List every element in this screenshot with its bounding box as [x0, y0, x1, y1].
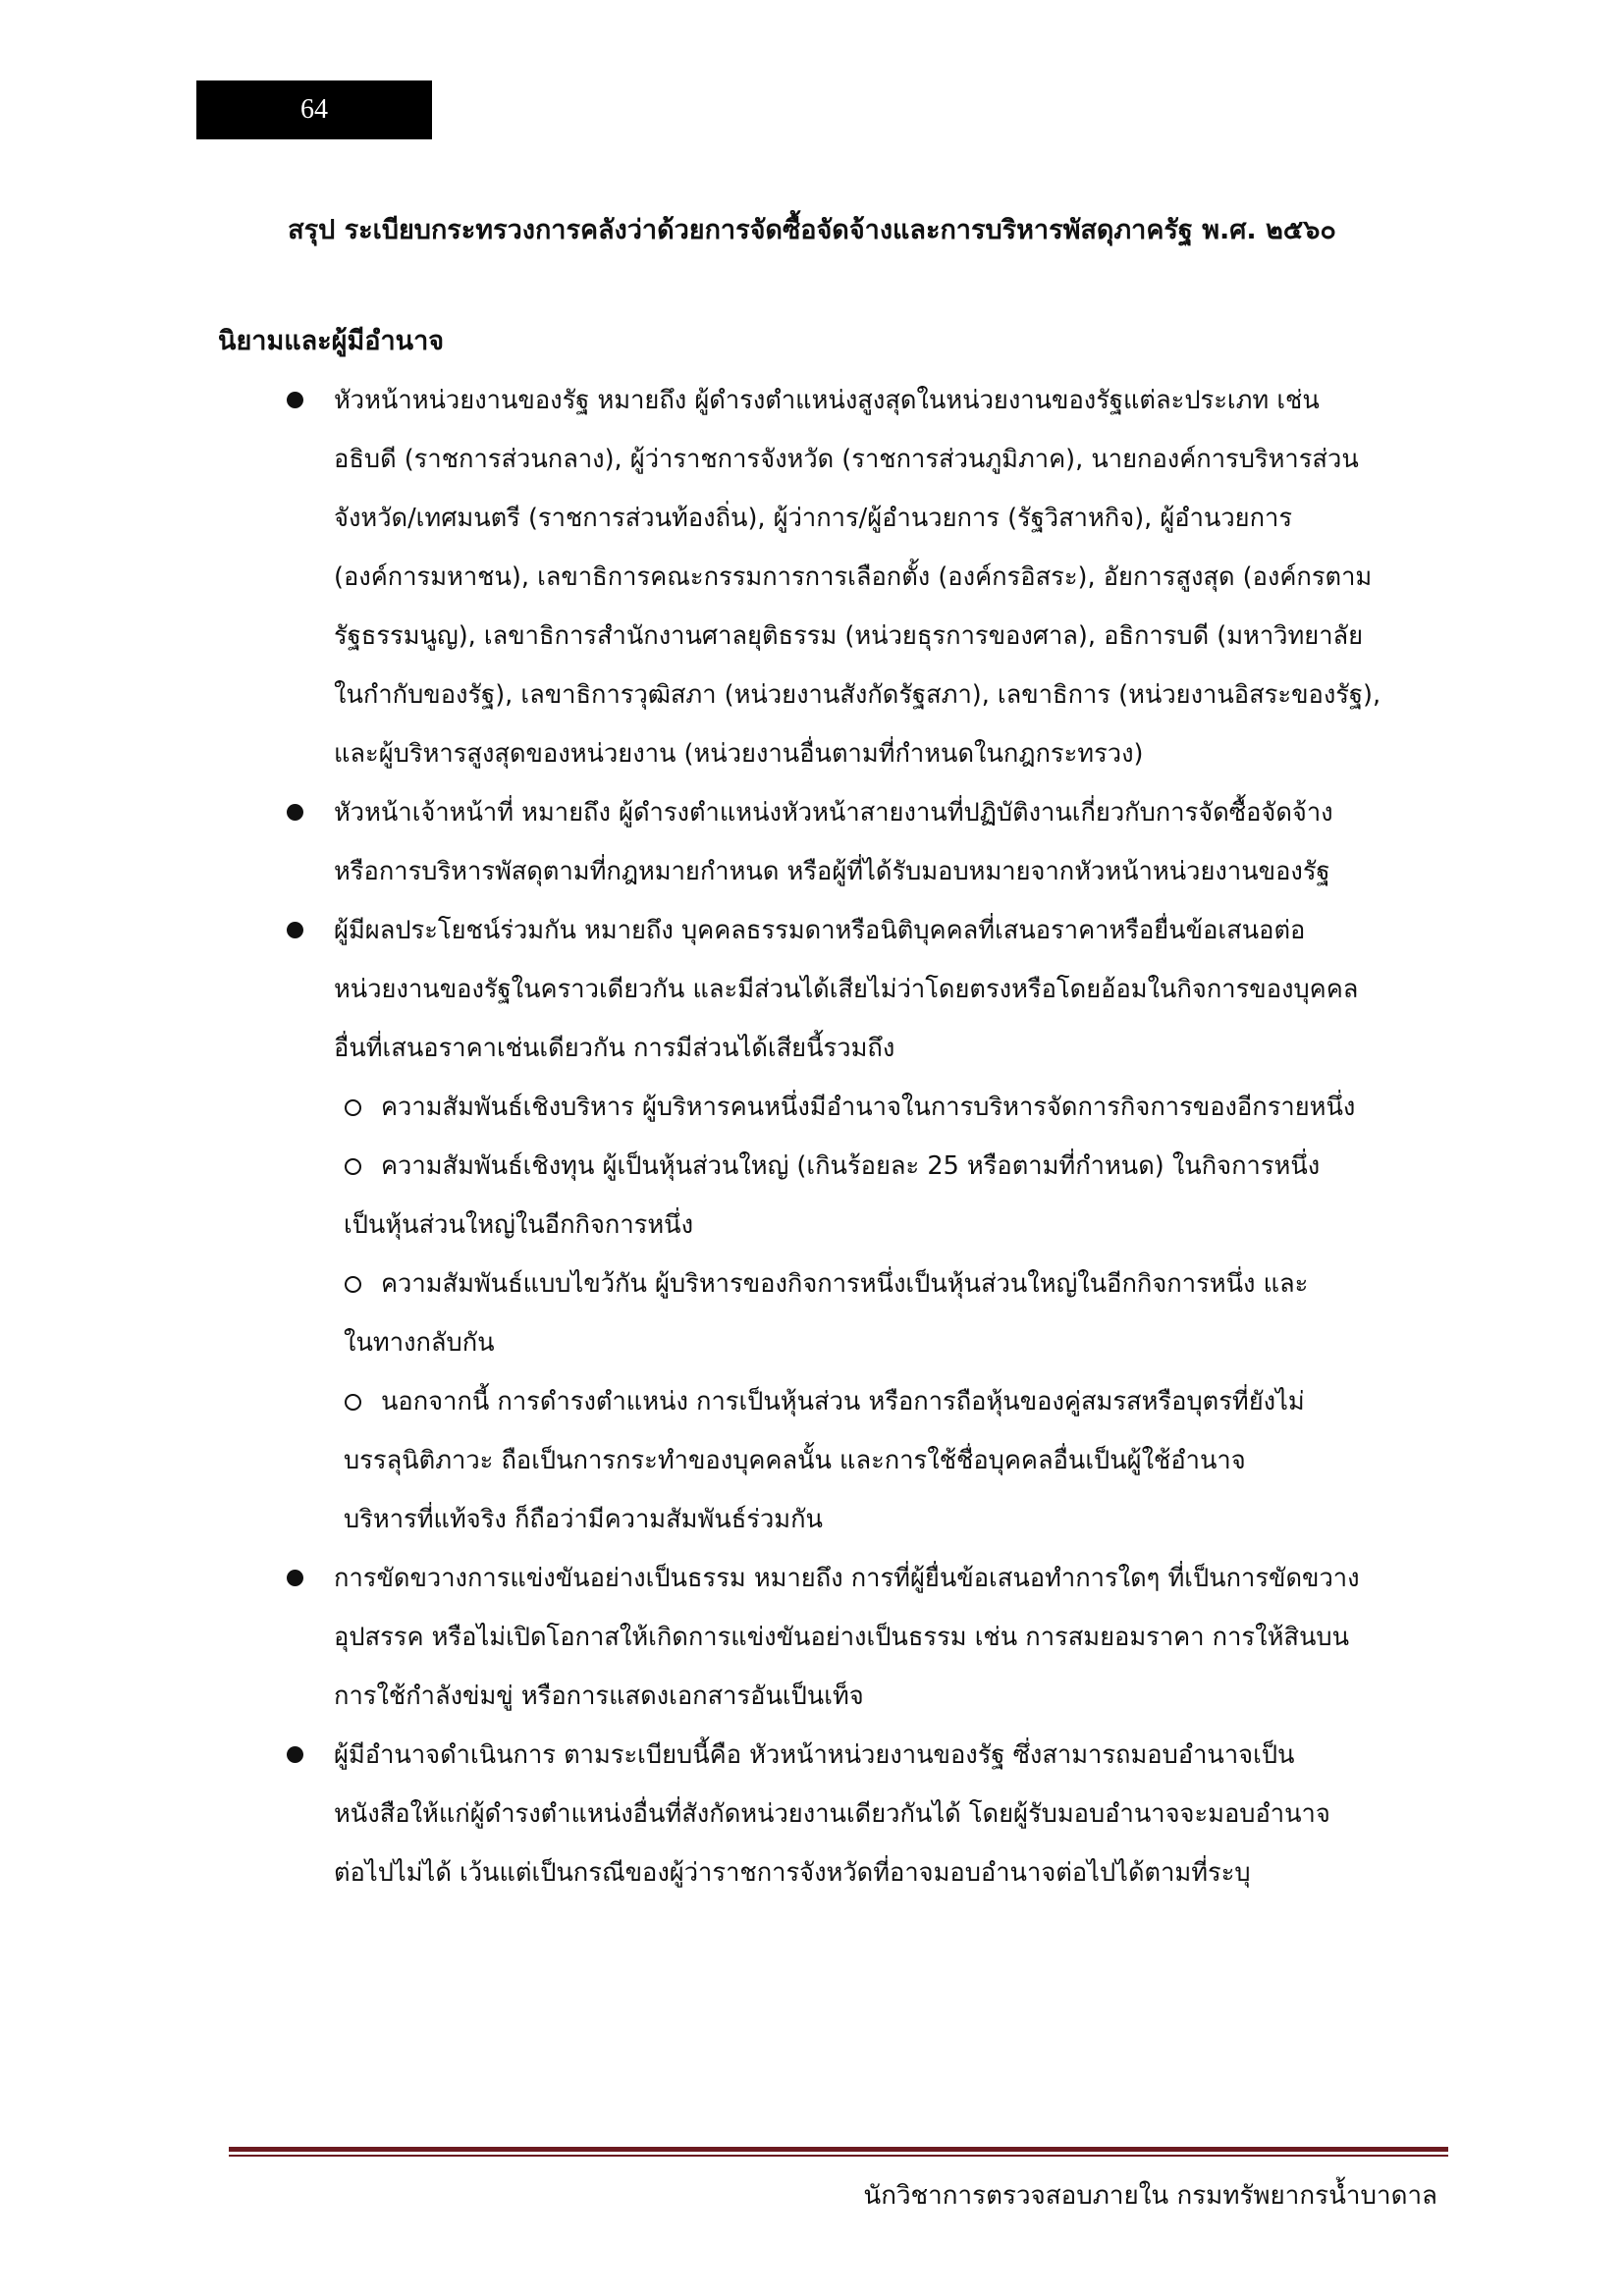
bullet-line: การใช้กำลังข่มขู่ หรือการแสดงเอกสารอันเป็นเท็จ: [334, 1682, 864, 1711]
bullet-line: การขัดขวางการแข่งขันอย่างเป็นธรรม หมายถึง การที่ผู้ยื่นข้อเสนอทำการใดๆ ที่เป็นการขัดขวาง: [334, 1564, 1360, 1593]
document-title: สรุป ระเบียบกระทรวงการคลังว่าด้วยการจัดซื้อจัดจ้างและการบริหารพัสดุภาครัฐ พ.ศ. ๒๕๖๐: [288, 215, 1336, 245]
bullet-line: หัวหน้าเจ้าหน้าที่ หมายถึง ผู้ดำรงตำแหน่งหัวหน้าสายงานที่ปฏิบัติงานเกี่ยวกับการจัดซื้อจัดจ้าง: [334, 798, 1333, 828]
sub-item: [218, 1078, 1435, 1137]
footer-rule: [229, 2147, 1448, 2152]
page-number: 64: [300, 94, 328, 125]
hollow-circle-bullet-icon: [345, 1158, 361, 1175]
hollow-circle-bullet-icon: [345, 1394, 361, 1411]
hollow-circle-bullet-icon: [345, 1099, 361, 1116]
sub-item-line: ความสัมพันธ์เชิงทุน ผู้เป็นหุ้นส่วนใหญ่ (เกินร้อยละ 25 หรือตามที่กำหนด) ในกิจการหนึ่ง: [381, 1151, 1321, 1181]
bullet-line: (องค์การมหาชน), เลขาธิการคณะกรรมการการเลือกตั้ง (องค์กรอิสระ), อัยการสูงสุด (องค์กรตาม: [334, 562, 1373, 592]
sub-item-line: บรรลุนิติภาวะ ถือเป็นการกระทำของบุคคลนั้น และการใช้ชื่อบุคคลอื่นเป็นผู้ใช้อำนาจ: [344, 1446, 1246, 1475]
page-number-box: [196, 80, 432, 139]
sub-item: [218, 1137, 1435, 1255]
bullet-dot-icon: [287, 1570, 303, 1586]
sub-item: [218, 1372, 1435, 1549]
bullet-line: อธิบดี (ราชการส่วนกลาง), ผู้ว่าราชการจังหวัด (ราชการส่วนภูมิภาค), นายกองค์การบริหารส่วน: [334, 445, 1359, 474]
bullet-item: [218, 901, 1435, 1078]
sub-item-line: ในทางกลับกัน: [344, 1328, 495, 1358]
hollow-circle-bullet-icon: [345, 1276, 361, 1293]
bullet-line: ผู้มีอำนาจดำเนินการ ตามระเบียบนี้คือ หัวหน้าหน่วยงานของรัฐ ซึ่งสามารถมอบอำนาจเป็น: [334, 1740, 1295, 1770]
bullet-line: จังหวัด/เทศมนตรี (ราชการส่วนท้องถิ่น), ผู้ว่าการ/ผู้อำนวยการ (รัฐวิสาหกิจ), ผู้อำนวยการ: [334, 504, 1293, 533]
sub-item-line: ความสัมพันธ์แบบไขว้กัน ผู้บริหารของกิจการหนึ่งเป็นหุ้นส่วนใหญ่ในอีกกิจการหนึ่ง และ: [381, 1269, 1309, 1299]
section-heading: นิยามและผู้มีอำนาจ: [218, 326, 445, 356]
footer-text: นักวิชาการตรวจสอบภายใน กรมทรัพยากรน้ำบาดาล: [863, 2181, 1437, 2211]
bullet-line: รัฐธรรมนูญ), เลขาธิการสำนักงานศาลยุติธรรม (หน่วยธุรการของศาล), อธิการบดี (มหาวิทยาลัย: [334, 621, 1364, 651]
bullet-line: หน่วยงานของรัฐในคราวเดียวกัน และมีส่วนได้เสียไม่ว่าโดยตรงหรือโดยอ้อมในกิจการของบุคคล: [334, 975, 1359, 1004]
bullet-dot-icon: [287, 804, 303, 821]
sub-item-line: บริหารที่แท้จริง ก็ถือว่ามีความสัมพันธ์ร่วมกัน: [344, 1505, 823, 1534]
bullet-line: ผู้มีผลประโยชน์ร่วมกัน หมายถึง บุคคลธรรมดาหรือนิติบุคคลที่เสนอราคาหรือยื่นข้อเสนอต่อ: [334, 916, 1306, 945]
sub-item-line: เป็นหุ้นส่วนใหญ่ในอีกกิจการหนึ่ง: [344, 1210, 694, 1240]
bullet-line: และผู้บริหารสูงสุดของหน่วยงาน (หน่วยงานอื่นตามที่กำหนดในกฎกระทรวง): [334, 739, 1144, 769]
bullet-item: [218, 1549, 1435, 1726]
bullet-dot-icon: [287, 1746, 303, 1763]
bullet-line: อุปสรรค หรือไม่เปิดโอกาสให้เกิดการแข่งขันอย่างเป็นธรรม เช่น การสมยอมราคา การให้สินบน: [334, 1623, 1349, 1652]
sub-item-line: ความสัมพันธ์เชิงบริหาร ผู้บริหารคนหนึ่งมีอำนาจในการบริหารจัดการกิจการของอีกรายหนึ่ง: [381, 1093, 1356, 1122]
bullet-dot-icon: [287, 392, 303, 408]
bullet-list: [218, 371, 1435, 1902]
bullet-line: หรือการบริหารพัสดุตามที่กฎหมายกำหนด หรือผู้ที่ได้รับมอบหมายจากหัวหน้าหน่วยงานของรัฐ: [334, 857, 1330, 886]
bullet-line: อื่นที่เสนอราคาเช่นเดียวกัน การมีส่วนได้เสียนี้รวมถึง: [334, 1034, 895, 1063]
bullet-line: ในกำกับของรัฐ), เลขาธิการวุฒิสภา (หน่วยงานสังกัดรัฐสภา), เลขาธิการ (หน่วยงานอิสระของรัฐ),: [334, 680, 1381, 710]
bullet-line: หนังสือให้แก่ผู้ดำรงตำแหน่งอื่นที่สังกัดหน่วยงานเดียวกันได้ โดยผู้รับมอบอำนาจจะมอบอำนาจ: [334, 1799, 1330, 1829]
sub-item-line: นอกจากนี้ การดำรงตำแหน่ง การเป็นหุ้นส่วน หรือการถือหุ้นของคู่สมรสหรือบุตรที่ยังไม่: [381, 1387, 1305, 1416]
bullet-line: หัวหน้าหน่วยงานของรัฐ หมายถึง ผู้ดำรงตำแหน่งสูงสุดในหน่วยงานของรัฐแต่ละประเภท เช่น: [334, 386, 1320, 415]
bullet-item: [218, 371, 1435, 783]
sub-item: [218, 1255, 1435, 1372]
bullet-dot-icon: [287, 922, 303, 938]
bullet-line: ต่อไปไม่ได้ เว้นแต่เป็นกรณีของผู้ว่าราชการจังหวัดที่อาจมอบอำนาจต่อไปได้ตามที่ระบุ: [334, 1858, 1251, 1888]
footer-rule-thin: [229, 2155, 1448, 2157]
bullet-item: [218, 783, 1435, 901]
bullet-item: [218, 1726, 1435, 1902]
